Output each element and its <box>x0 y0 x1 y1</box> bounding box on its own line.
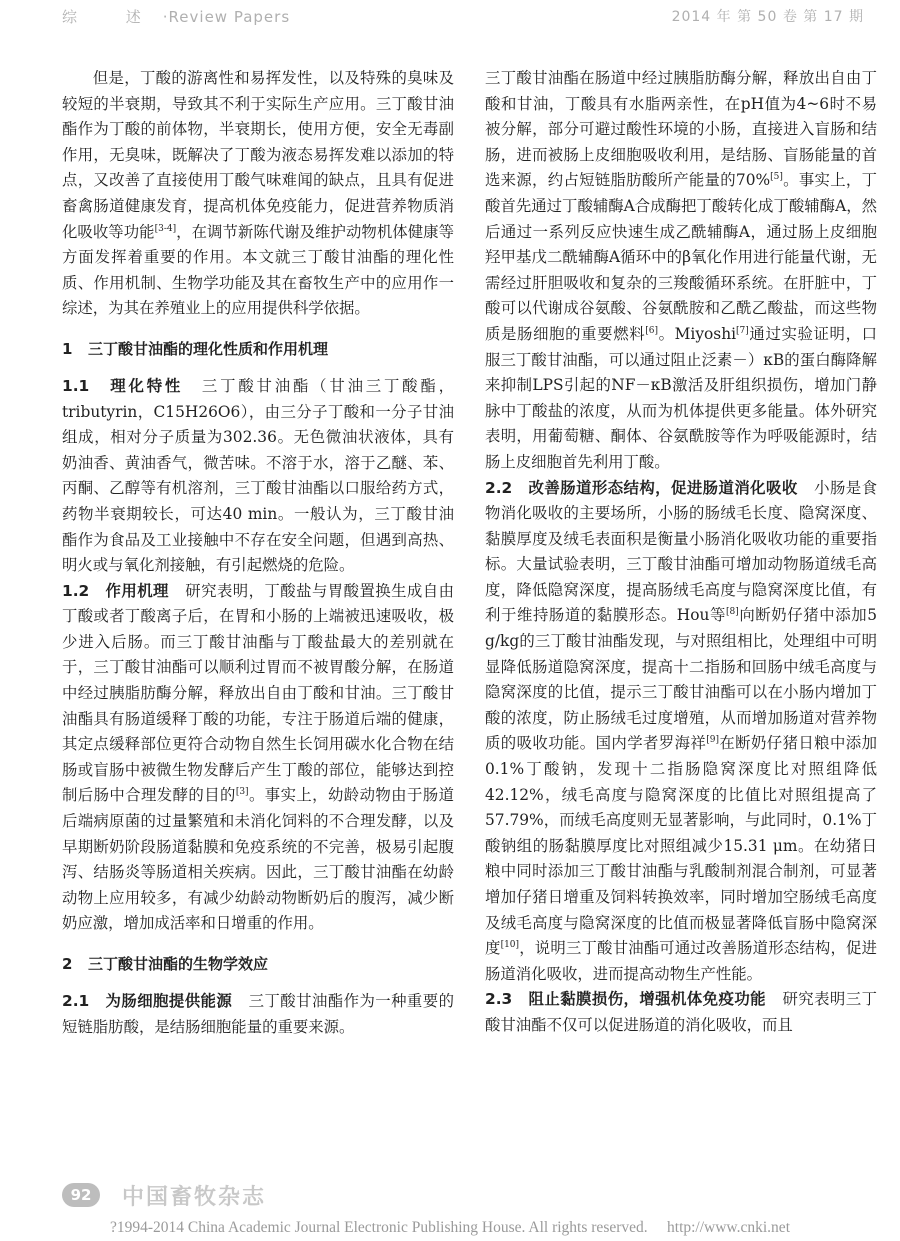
body-text-cont: 。事实上，丁酸首先通过丁酸辅酶A合成酶把丁酸转化成丁酸辅酶A，然后通过一系列反应快速生成乙酰辅酶A，通过肠上皮细胞羟甲基戊二酰辅酶A循环中的β氧化作用进行能量代谢，无需经过肝胆吸收和复杂的三羧酸循环系统。在肝脏中，丁酸可以代谢成谷氨酸、谷氨酰胺和乙酰乙酸盐，而这些物质是肠细胞的重要燃料 <box>485 171 877 343</box>
page-number: 92 <box>62 1183 100 1207</box>
citation: [6] <box>645 325 658 336</box>
citation: [5] <box>770 172 783 183</box>
citation: [3-4] <box>154 223 177 234</box>
subsection-text: 三丁酸甘油酯（甘油三丁酸酯，tributyrin，C15H26O6），由三分子丁酸和一分子甘油组成，相对分子质量为302.36。无色微油状液体，具有奶油香、黄油香气，微苦味。不溶于水，溶于乙醚、苯、丙酮、乙醇等有机溶剂，三丁酸甘油酯以口服给药方式，药物半衰期较长，可达40 min。一般认为，三丁酸甘油酯作为食品及工业接触中不存在安全问题，但遇到高热、明火或与氧化剂接触，有引起燃烧的危险。 <box>62 376 454 575</box>
body-text-cont: 。Miyoshi <box>658 324 737 343</box>
subsection-2-2 <box>485 476 877 988</box>
section-heading-1 <box>62 336 454 362</box>
subsection-text-cont: 。事实上，幼龄动物由于肠道后端病原菌的过量繁殖和未消化饲料的不合理发酵，以及早期断奶阶段肠道黏膜和免疫系统的不完善，极易引起腹泻、结肠炎等肠道相关疾病。因此，三丁酸甘油酯在幼龄动物上应用较多，有减少幼龄动物断奶后的腹泻，减少断奶应激，增加成活率和日增重的作用。 <box>62 786 454 933</box>
section-title: 三丁酸甘油酯的理化性质和作用机理 <box>88 339 329 358</box>
intro-text: 但是，丁酸的游离性和易挥发性，以及特殊的臭味及较短的半衰期，导致其不利于实际生产应用。三丁酸甘油酯作为丁酸的前体物，半衰期长，使用方便，安全无毒副作用，无臭味，既解决了丁酸为液态易挥发难以添加的特点，又改善了直接使用丁酸气味难闻的缺点，且具有促进畜禽肠道健康发育，提高机体免疫能力，促进营养物质消化吸收等功能 <box>62 69 454 241</box>
copyright-line: ?1994-2014 China Academic Journal Electronic Publishing House. All rights reserved. http://www.cnki.net <box>109 1219 790 1236</box>
subsection-text-cont: 在断奶仔猪日粮中添加0.1%丁酸钠，发现十二指肠隐窝深度比对照组降低42.12%，绒毛高度与隐窝深度的比值比对照组提高了57.79%，而绒毛高度则无显著影响，与此同时，0.1%丁酸钠组的肠黏膜厚度比对照组减少15.31 μm。在幼猪日粮中同时添加三丁酸甘油酯与乳酸制剂混合制剂，可显著增加仔猪日增重及饲料转换效率，同时增加空肠绒毛高度及绒毛高度与隐窝深度的比值而极显著降低盲肠中隐窝深度 <box>485 734 877 958</box>
subsection-text: 研究表明，丁酸盐与胃酸置换生成自由丁酸或者丁酸离子后，在胃和小肠的上端被迅速吸收，极少进入后肠。而三丁酸甘油酯与丁酸盐最大的差别就在于，三丁酸甘油酯可以顺利过胃而不被胃酸分解，在肠道中经过胰脂肪酶分解，释放出自由丁酸和甘油。三丁酸甘油酯具有肠道缓释丁酸的功能，专注于肠道后端的健康，其定点缓释部位更符合动物自然生长饲用碳水化合物在结肠或盲肠中被微生物发酵后产生丁酸的部位，能够达到控制后肠中合理发酵的目的 <box>62 581 454 805</box>
subsection-1-1 <box>62 374 454 579</box>
subsection-heading: 1.1 理化特性 <box>62 376 184 395</box>
continued-paragraph <box>485 66 877 476</box>
subsection-2-1 <box>62 989 454 1040</box>
intro-paragraph <box>62 66 454 322</box>
subsection-text: 三丁酸甘油酯作为一种重要的短链脂肪酸，是结肠细胞能量的重要来源。 <box>62 992 454 1036</box>
citation: [7] <box>736 325 749 336</box>
body-text: 三丁酸甘油酯在肠道中经过胰脂肪酶分解，释放出自由丁酸和甘油，丁酸具有水脂两亲性，在pH值为4~6时不易被分解，部分可避过酸性环境的小肠，直接进入盲肠和结肠，进而被肠上皮细胞吸收利用，是结肠、盲肠能量的首选来源，约占短链脂肪酸所产能量的70% <box>485 69 877 190</box>
subsection-heading: 1.2 作用机理 <box>62 581 169 600</box>
subsection-text: 研究表明三丁酸甘油酯不仅可以促进肠道的消化吸收，而且 <box>485 990 877 1034</box>
section-label-en: ·Review Papers <box>162 8 291 26</box>
right-column <box>485 66 877 1039</box>
subsection-heading: 2.2 改善肠道形态结构，促进肠道消化吸收 <box>485 478 798 497</box>
subsection-2-3 <box>485 987 877 1038</box>
subsection-heading: 2.3 阻止黏膜损伤，增强机体免疫功能 <box>485 990 766 1009</box>
journal-logo: 中国畜牧杂志 <box>122 1183 267 1210</box>
citation: [8] <box>725 607 739 618</box>
subsection-text: 小肠是食物消化吸收的主要场所，小肠的肠绒毛长度、隐窝深度、黏膜厚度及绒毛表面积是衡量小肠消化吸收功能的重要指标。大量试验表明，三丁酸甘油酯可增加动物肠道绒毛高度，降低隐窝深度，提高肠绒毛高度与隐窝深度比值，有利于维持肠道的黏膜形态。Hou等 <box>485 478 877 625</box>
subsection-1-2 <box>62 579 454 937</box>
subsection-heading: 2.1 为肠细胞提供能源 <box>62 992 233 1010</box>
citation: [10] <box>500 940 520 951</box>
page-footer <box>62 1179 266 1211</box>
running-header-issue: 2014 年 第 50 卷 第 17 期 <box>671 9 864 25</box>
subsection-text-cont: ，说明三丁酸甘油酯可通过改善肠道形态结构，促进肠道消化吸收，进而提高动物生产性能。 <box>485 939 877 983</box>
section-title: 三丁酸甘油酯的生物学效应 <box>88 955 269 973</box>
left-column <box>62 66 454 1040</box>
running-header-section <box>62 6 290 27</box>
subsection-text-cont: 向断奶仔猪中添加5 g/kg的三丁酸甘油酯发现，与对照组相比，处理组中可明显降低肠道隐窝深度，提高十二指肠和回肠中绒毛高度与隐窝深度的比值，提示三丁酸甘油酯可以在小肠内增加丁酸的浓度，防止肠绒毛过度增殖，从而增加肠道对营养物质的吸收功能。国内学者罗海祥 <box>485 606 877 753</box>
citation: [9] <box>706 735 719 746</box>
citation: [3] <box>235 787 249 798</box>
body-text-cont: 通过实验证明，口服三丁酸甘油酯，可以通过阻止泛素－）κB的蛋白酶降解来抑制LPS引起的NF－κB激活及肝组织损伤，增加门静脉中丁酸盐的浓度，从而为机体提供更多能量。体外研究表明，用葡萄糖、酮体、谷氨酰胺等作为呼吸能源时，结肠上皮细胞首先利用丁酸。 <box>485 324 877 471</box>
section-heading-2 <box>62 951 454 977</box>
section-number: 1 <box>62 339 73 358</box>
section-label-cn: 综 述 <box>62 8 163 26</box>
section-number: 2 <box>62 955 73 973</box>
intro-text-cont: ，在调节新陈代谢及维护动物机体健康等方面发挥着重要的作用。本文就三丁酸甘油酯的理化性质、作用机制、生物学功能及其在畜牧生产中的应用作一综述，为其在养殖业上的应用提供科学依据。 <box>62 222 454 318</box>
